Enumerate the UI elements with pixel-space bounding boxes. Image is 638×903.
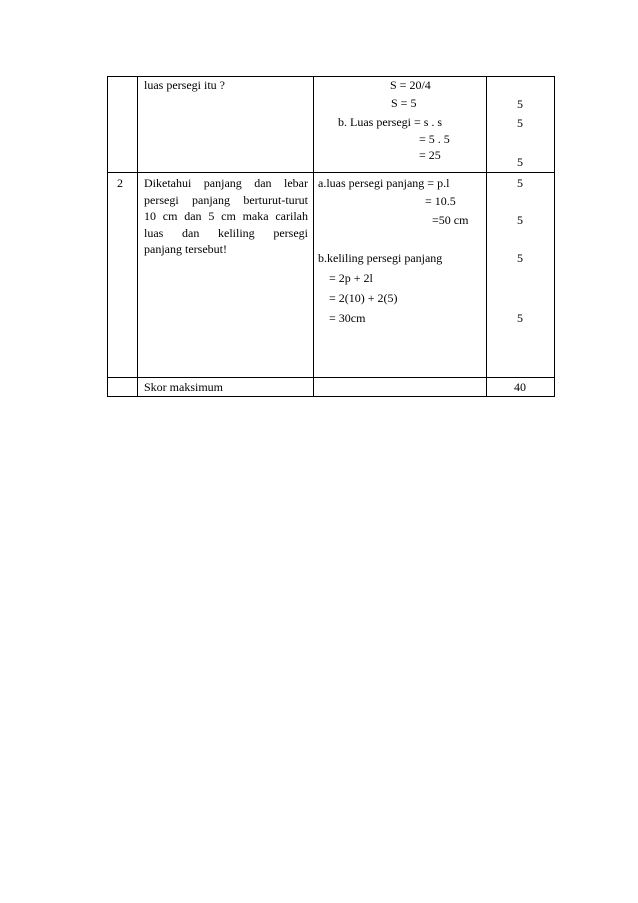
answer-line: S = 5: [391, 96, 417, 110]
answer-line: =50 cm: [432, 213, 469, 227]
question-line: 10 cm dan 5 cm maka carilah: [144, 209, 309, 223]
question-text: luas persegi itu ?: [144, 78, 225, 92]
max-score-label: Skor maksimum: [144, 380, 224, 394]
question-number: 2: [117, 176, 123, 190]
score-value: 5: [517, 251, 523, 265]
answer-line: b.keliling persegi panjang: [318, 251, 443, 265]
column-divider-question: [313, 76, 314, 397]
question-line: persegi panjang berturut-turut: [144, 193, 308, 207]
answer-line: = 2(10) + 2(5): [329, 291, 398, 305]
score-value: 5: [517, 155, 523, 169]
column-divider-answer: [486, 76, 487, 397]
max-score-total: 40: [514, 380, 526, 394]
table-border-left: [107, 76, 108, 397]
answer-line: S = 20/4: [390, 78, 431, 92]
answer-line: = 2p + 2l: [329, 271, 373, 285]
score-value: 5: [517, 311, 523, 325]
answer-line: b. Luas persegi = s . s: [338, 115, 443, 129]
score-value: 5: [517, 97, 523, 111]
question-line: Diketahui panjang dan lebar: [144, 176, 308, 190]
score-value: 5: [517, 116, 523, 130]
answer-line: = 10.5: [425, 194, 456, 208]
table-border-right: [554, 76, 555, 397]
question-line: panjang tersebut!: [144, 242, 227, 256]
question-line: luas dan keliling persegi: [144, 226, 309, 240]
answer-line: = 25: [419, 148, 441, 162]
answer-line: = 30cm: [329, 311, 366, 325]
score-value: 5: [517, 213, 523, 227]
column-divider-number: [137, 76, 138, 397]
score-value: 5: [517, 176, 523, 190]
answer-line: = 5 . 5: [419, 132, 450, 146]
answer-line: a.luas persegi panjang = p.l: [318, 176, 450, 190]
